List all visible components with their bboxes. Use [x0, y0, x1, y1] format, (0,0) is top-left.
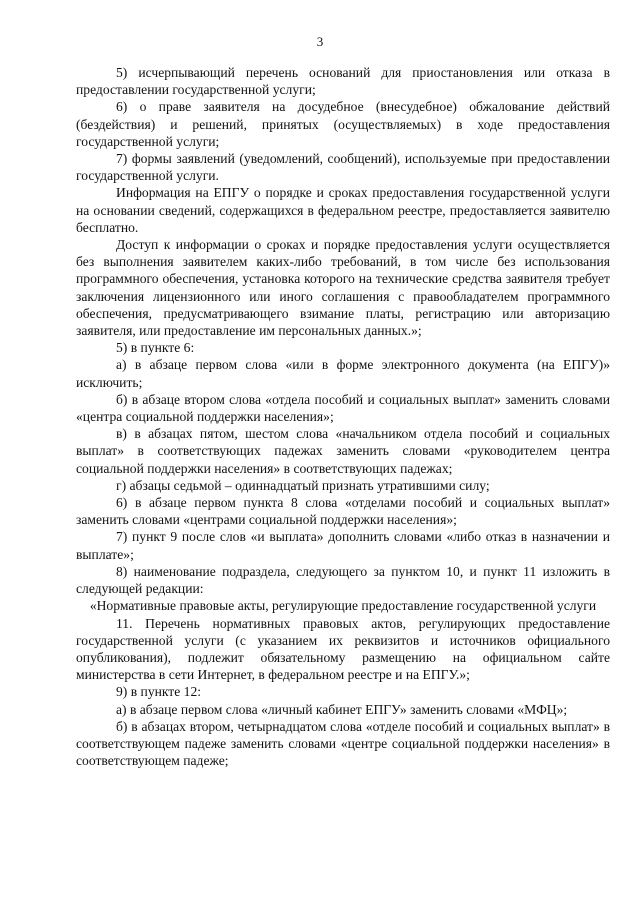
paragraph: Информация на ЕПГУ о порядке и сроках предоставления государственной услуги на основании сведений, содержащихся в федеральном реестре, предоставляется заявителю бесплатно. [76, 185, 610, 235]
paragraph: 7) формы заявлений (уведомлений, сообщений), используемые при предоставлении государственной услуги. [76, 151, 610, 184]
paragraph: Доступ к информации о сроках и порядке предоставления услуги осуществляется без выполнения заявителем каких-либо требований, в том числе без использования программного обеспечения, установка которого на технические средства заявителя требует заключения лицензионного или иного соглашения с правообладателем программного обеспечения, предусматривающего взимание платы, регистрацию или авторизацию заявителя, или предоставление им персональных данных.»; [76, 237, 610, 339]
paragraph: г) абзацы седьмой – одиннадцатый признать утратившими силу; [116, 477, 490, 493]
paragraph: б) в абзацах втором, четырнадцатом слова «отделе пособий и социальных выплат» в соответствующем падеже заменить словами «центре социальной поддержки населения» в соответствующем падеже; [76, 718, 610, 769]
paragraph: 5) в пункте 6: [116, 340, 195, 356]
document-body [76, 64, 610, 769]
paragraph: 11. Перечень нормативных правовых актов, регулирующих предоставление государственной услуги (с указанием их реквизитов и источников официального опубликования), подлежит обязательному размещению на официальном сайте министерства в сети Интернет, в федеральном реестре и на ЕПГУ.»; [76, 615, 610, 683]
subsection-heading: «Нормативные правовые акты, регулирующие предоставление государственной услуги [89, 598, 597, 614]
paragraph: а) в абзаце первом слова «личный кабинет ЕПГУ» заменить словами «МФЦ»; [116, 701, 568, 717]
paragraph: 7) пункт 9 после слов «и выплата» дополнить словами «либо отказ в назначении и выплате»; [76, 529, 610, 562]
paragraph: а) в абзаце первом слова «или в форме электронного документа (на ЕПГУ)» исключить; [76, 357, 610, 390]
paragraph: 8) наименование подраздела, следующего за пунктом 10, и пункт 11 изложить в следующей редакции: [76, 563, 610, 597]
page-number: 3 [316, 34, 324, 49]
paragraph: б) в абзаце втором слова «отдела пособий и социальных выплат» заменить словами «центра социальной поддержки населения»; [76, 391, 610, 425]
paragraph: 9) в пункте 12: [116, 684, 202, 700]
paragraph: 5) исчерпывающий перечень оснований для приостановления или отказа в предоставлении государственной услуги; [76, 65, 610, 98]
paragraph: 6) о праве заявителя на досудебное (внесудебное) обжалование действий (бездействия) и решений, принятых (осуществляемых) в ходе предоставления государственной услуги; [76, 99, 610, 149]
paragraph: в) в абзацах пятом, шестом слова «начальником отдела пособий и социальных выплат» в соответствующих падежах заменить словами «руководителем центра социальной поддержки населения» в соответствующих падежах; [76, 426, 610, 476]
paragraph: 6) в абзаце первом пункта 8 слова «отделами пособий и социальных выплат» заменить словами «центрами социальной поддержки населения»; [76, 495, 610, 528]
